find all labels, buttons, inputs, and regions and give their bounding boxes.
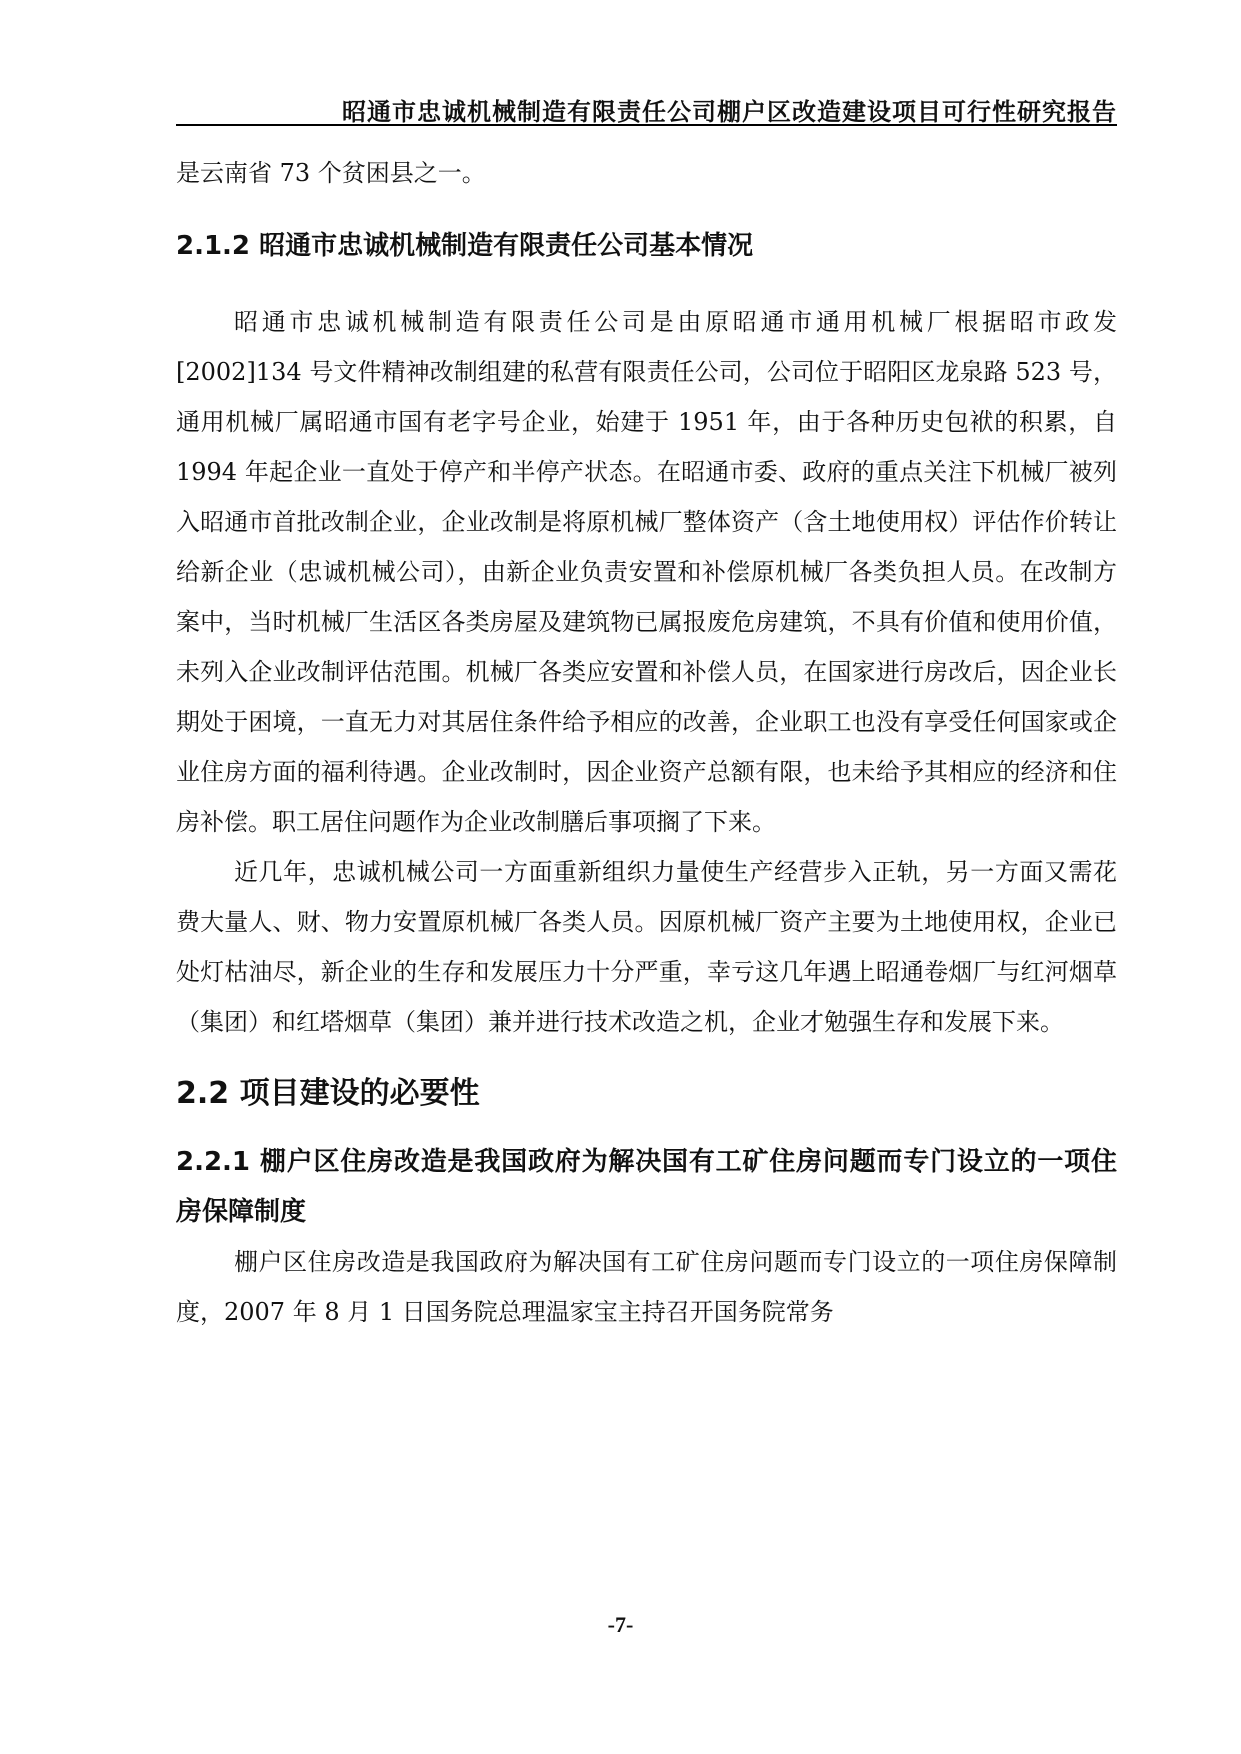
header-divider — [176, 124, 1117, 126]
continuation-text: 是云南省 73 个贫困县之一。 — [176, 159, 486, 187]
paragraph-company-overview: 昭通市忠诚机械制造有限责任公司是由原昭通市通用机械厂根据昭市政发[2002]134 号文件精神改制组建的私营有限责任公司，公司位于昭阳区龙泉路 523 号，通用机械厂属昭通市国有老字号企业，始建于 1951 年，由于各种历史包袱的积累，自 1994 年起企业一直处于停产和半停产状态。在昭通市委、政府的重点关注下机械厂被列入昭通市首批改制企业，企业改制是将原机械厂整体资产（含土地使用权）评估作价转让给新企业（忠诚机械公司），由新企业负责安置和补偿原机械厂各类负担人员。在改制方案中，当时机械厂生活区各类房屋及建筑物已属报废危房建筑，不具有价值和使用价值，未列入企业改制评估范围。机械厂各类应安置和补偿人员，在国家进行房改后，因企业长期处于困境，一直无力对其居住条件给予相应的改善，企业职工也没有享受任何国家或企业住房方面的福利待遇。企业改制时，因企业资产总额有限，也未给予其相应的经济和住房补偿。职工居住问题作为企业改制膳后事项搁了下来。 — [176, 308, 1117, 836]
page-content — [176, 148, 1117, 1337]
section-heading-2-1-2: 2.1.2 昭通市忠诚机械制造有限责任公司基本情况 — [176, 231, 754, 261]
section-heading-2-2: 2.2 项目建设的必要性 — [176, 1076, 480, 1111]
page-number: -7- — [607, 1612, 634, 1637]
section-heading-2-2-1: 2.2.1 棚户区住房改造是我国政府为解决国有工矿住房问题而专门设立的一项住房保障制度 — [176, 1147, 1117, 1227]
paragraph-housing-policy: 棚户区住房改造是我国政府为解决国有工矿住房问题而专门设立的一项住房保障制度，2007 年 8 月 1 日国务院总理温家宝主持召开国务院常务 — [176, 1248, 1117, 1326]
paragraph-recent-years: 近几年，忠诚机械公司一方面重新组织力量使生产经营步入正轨，另一方面又需花费大量人、财、物力安置原机械厂各类人员。因原机械厂资产主要为土地使用权，企业已处灯枯油尽，新企业的生存和发展压力十分严重，幸亏这几年遇上昭通卷烟厂与红河烟草（集团）和红塔烟草（集团）兼并进行技术改造之机，企业才勉强生存和发展下来。 — [176, 858, 1117, 1036]
running-header: 昭通市忠诚机械制造有限责任公司棚户区改造建设项目可行性研究报告 — [342, 97, 1117, 126]
